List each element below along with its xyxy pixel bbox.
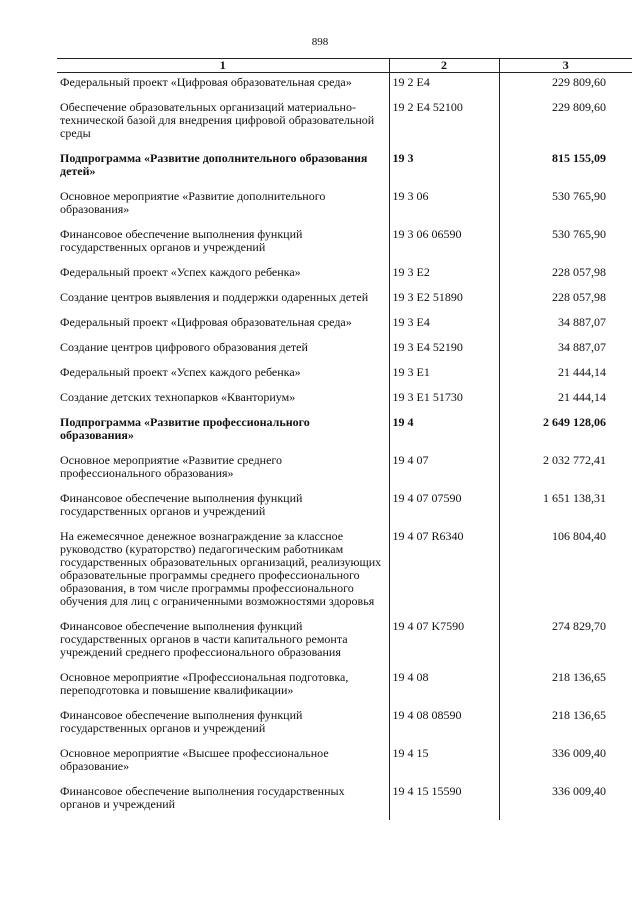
row-amount-cell: 336 009,40 [552, 746, 606, 760]
row-code-cell: 19 4 [389, 413, 499, 451]
row-code-cell: 19 4 08 [389, 668, 499, 706]
table-row [57, 263, 632, 288]
row-amount-cell: 218 136,65 [552, 708, 606, 722]
row-code-cell: 19 3 [389, 149, 499, 187]
row-code-cell: 19 2 E4 [389, 73, 499, 99]
row-amount-cell: 228 057,98 [552, 265, 606, 279]
table-body [57, 73, 632, 821]
table-row [57, 668, 632, 706]
row-code-cell: 19 3 E2 [389, 263, 499, 288]
header-col-3: 3 [499, 59, 632, 73]
row-code-cell: 19 2 E4 52100 [389, 98, 499, 149]
table-row [57, 706, 632, 744]
row-amount-cell: 2 649 128,06 [543, 415, 606, 429]
row-amount-cell: 106 804,40 [552, 529, 606, 543]
table-row [57, 527, 632, 617]
row-name-cell: На ежемесячное денежное вознаграждение за классное руководство (кураторство) педагогическим работникам государственных образовательных организаций, реализующих образовательные программы среднего профессионального образования, в том числе программы профессионального обучения для лиц с ограниченными возможностями здоровья [60, 529, 382, 608]
row-amount-cell: 530 765,90 [552, 189, 606, 203]
row-code-cell: 19 4 07 07590 [389, 489, 499, 527]
table-row [57, 98, 632, 149]
row-name-cell: Создание центров цифрового образования детей [60, 340, 308, 354]
row-amount-cell: 21 444,14 [558, 365, 606, 379]
row-amount-cell: 228 057,98 [552, 290, 606, 304]
row-name-cell: Подпрограмма «Развитие профессионального образования» [60, 415, 310, 442]
table-row [57, 288, 632, 313]
row-code-cell: 19 3 E1 [389, 363, 499, 388]
header-col-1: 1 [57, 59, 389, 73]
row-name-cell: Федеральный проект «Цифровая образовательная среда» [60, 75, 352, 89]
row-amount-cell: 229 809,60 [552, 75, 606, 89]
row-code-cell: 19 3 E4 [389, 313, 499, 338]
row-code-cell: 19 4 07 R6340 [389, 527, 499, 617]
table-row [57, 338, 632, 363]
table-row [57, 225, 632, 263]
row-name-cell: Подпрограмма «Развитие дополнительного образования детей» [60, 151, 368, 178]
row-code-cell: 19 3 06 [389, 187, 499, 225]
table-row [57, 413, 632, 451]
table-row [57, 73, 632, 99]
table-row [57, 149, 632, 187]
row-name-cell: Основное мероприятие «Развитие дополнительного образования» [60, 189, 326, 216]
table-row [57, 388, 632, 413]
row-amount-cell: 336 009,40 [552, 784, 606, 798]
row-name-cell: Финансовое обеспечение выполнения функций государственных органов в части капитального ремонта учреждений среднего профессионального образования [60, 619, 348, 659]
row-name-cell: Основное мероприятие «Развитие среднего профессионального образования» [60, 453, 283, 480]
page-number: 898 [311, 36, 329, 48]
header-col-2: 2 [389, 59, 499, 73]
row-name-cell: Федеральный проект «Успех каждого ребенка» [60, 265, 301, 279]
row-amount-cell: 815 155,09 [552, 151, 606, 165]
row-amount-cell: 2 032 772,41 [543, 453, 606, 467]
table-row [57, 187, 632, 225]
row-amount-cell: 34 887,07 [558, 340, 606, 354]
row-code-cell: 19 4 07 K7590 [389, 617, 499, 668]
table-row [57, 782, 632, 820]
row-name-cell: Обеспечение образовательных организаций материально-технической базой для внедрения цифровой образовательной среды [60, 100, 375, 140]
row-name-cell: Основное мероприятие «Профессиональная подготовка, переподготовка и повышение квалификации» [60, 670, 349, 697]
row-amount-cell: 218 136,65 [552, 670, 606, 684]
row-name-cell: Основное мероприятие «Высшее профессиональное образование» [60, 746, 329, 773]
budget-table [57, 58, 632, 820]
row-code-cell: 19 4 15 15590 [389, 782, 499, 820]
row-amount-cell: 530 765,90 [552, 227, 606, 241]
row-code-cell: 19 4 08 08590 [389, 706, 499, 744]
row-name-cell: Создание центров выявления и поддержки одаренных детей [60, 290, 369, 304]
row-code-cell: 19 3 06 06590 [389, 225, 499, 263]
table-row [57, 617, 632, 668]
row-name-cell: Финансовое обеспечение выполнения функций государственных органов и учреждений [60, 708, 303, 735]
row-amount-cell: 21 444,14 [558, 390, 606, 404]
row-amount-cell: 34 887,07 [558, 315, 606, 329]
row-code-cell: 19 4 15 [389, 744, 499, 782]
row-name-cell: Финансовое обеспечение выполнения функций государственных органов и учреждений [60, 491, 303, 518]
row-name-cell: Финансовое обеспечение выполнения функций государственных органов и учреждений [60, 227, 303, 254]
row-code-cell: 19 3 E4 52190 [389, 338, 499, 363]
row-amount-cell: 274 829,70 [552, 619, 606, 633]
row-name-cell: Федеральный проект «Цифровая образовательная среда» [60, 315, 352, 329]
row-amount-cell: 1 651 138,31 [543, 491, 606, 505]
row-name-cell: Создание детских технопарков «Кванториум» [60, 390, 296, 404]
table-row [57, 313, 632, 338]
row-code-cell: 19 3 E2 51890 [389, 288, 499, 313]
table-row [57, 744, 632, 782]
table-header-row [57, 59, 632, 73]
table-row [57, 363, 632, 388]
row-amount-cell: 229 809,60 [552, 100, 606, 114]
row-name-cell: Финансовое обеспечение выполнения государственных органов и учреждений [60, 784, 345, 811]
row-name-cell: Федеральный проект «Успех каждого ребенка» [60, 365, 301, 379]
row-code-cell: 19 3 E1 51730 [389, 388, 499, 413]
row-code-cell: 19 4 07 [389, 451, 499, 489]
table-row [57, 489, 632, 527]
table-row [57, 451, 632, 489]
